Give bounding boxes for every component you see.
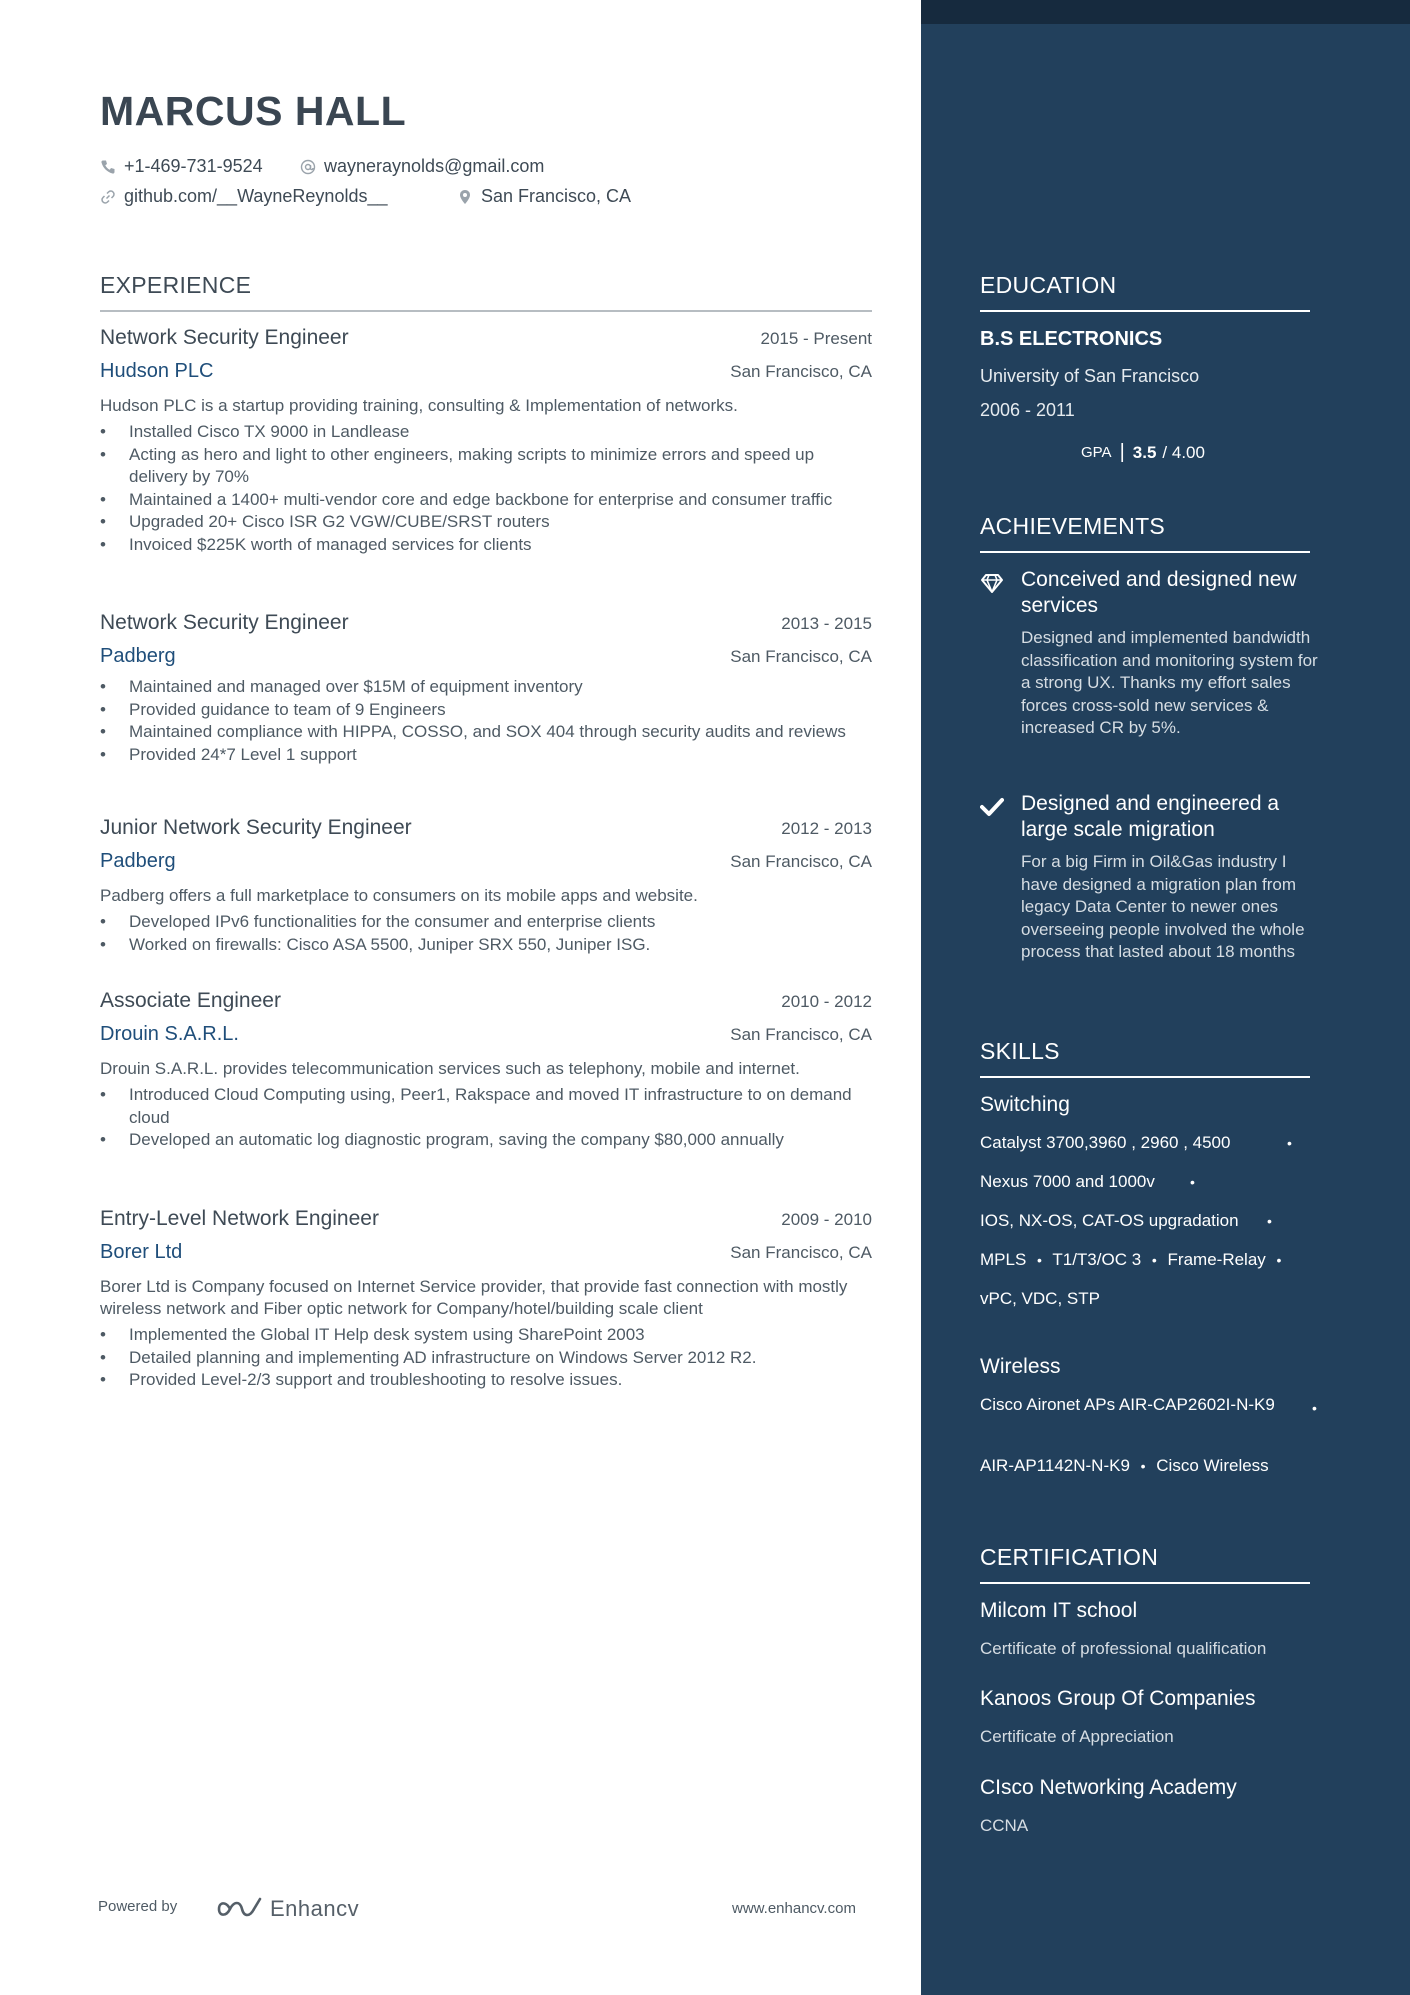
skills-divider — [980, 1076, 1310, 1078]
job-bullet: • Developed IPv6 functionalities for the consumer and enterprise clients — [100, 911, 872, 934]
cert-description: CCNA — [980, 1816, 1029, 1835]
achievement-item — [980, 567, 1320, 740]
job-bullet: • Invoiced $225K worth of managed services for clients — [100, 534, 872, 557]
job-location: San Francisco, CA — [730, 362, 872, 381]
job-date: 2012 - 2013 — [781, 819, 872, 838]
job-date: 2010 - 2012 — [781, 992, 872, 1011]
skill-separator: • — [1267, 1213, 1272, 1229]
link-icon — [100, 189, 116, 205]
enhancv-url[interactable]: www.enhancv.com — [732, 1900, 856, 1917]
skill-tag: T1/T3/OC 3 — [1052, 1250, 1142, 1269]
job-description: Drouin S.A.R.L. provides telecommunication services such as telephony, mobile and internet. — [100, 1059, 800, 1078]
job-bullet: • Maintained a 1400+ multi-vendor core and edge backbone for enterprise and consumer traffic — [100, 489, 872, 512]
education-gpa — [1081, 441, 1205, 464]
skill-tag: vPC, VDC, STP — [980, 1289, 1100, 1308]
job-bullet: • Maintained compliance with HIPPA, COSSO, and SOX 404 through security audits and reviews — [100, 721, 872, 744]
job-location: San Francisco, CA — [730, 1243, 872, 1262]
cert-name: Kanoos Group Of Companies — [980, 1687, 1256, 1710]
cert-description: Certificate of Appreciation — [980, 1727, 1174, 1746]
enhancv-logo-icon — [216, 1896, 264, 1922]
job-title: Associate Engineer — [100, 989, 281, 1012]
experience-item — [100, 611, 872, 766]
experience-item — [100, 989, 872, 1152]
achievement-title: Conceived and designed new services — [1021, 568, 1297, 617]
job-location: San Francisco, CA — [730, 1025, 872, 1044]
skill-tag: Cisco Wireless — [1156, 1456, 1269, 1475]
job-bullets — [100, 421, 872, 556]
experience-item — [100, 1207, 872, 1392]
skill-row-ap — [980, 1456, 1269, 1476]
skill-separator: • — [1037, 1252, 1042, 1268]
job-bullets — [100, 676, 872, 766]
job-bullet: • Detailed planning and implementing AD infrastructure on Windows Server 2012 R2. — [100, 1347, 872, 1370]
github-text[interactable]: github.com/__WayneReynolds__ — [124, 186, 388, 206]
achievements-heading: ACHIEVEMENTS — [980, 513, 1166, 539]
job-bullets — [100, 1324, 872, 1392]
experience-item — [100, 326, 872, 556]
skill-separator: • — [1276, 1252, 1282, 1268]
job-bullet: • Installed Cisco TX 9000 in Landlease — [100, 421, 872, 444]
gpa-max: / 4.00 — [1162, 442, 1205, 462]
check-icon — [980, 795, 1004, 819]
job-bullet: • Upgraded 20+ Cisco ISR G2 VGW/CUBE/SRST routers — [100, 511, 872, 534]
job-title: Network Security Engineer — [100, 611, 349, 634]
cert-name: CIsco Networking Academy — [980, 1776, 1237, 1799]
job-title: Network Security Engineer — [100, 326, 349, 349]
job-description: Borer Ltd is Company focused on Internet Service provider, that provide fast connection with mostly wireless network and Fiber optic network for Company/hotel/building scale client — [100, 1277, 848, 1318]
job-bullet: • Acting as hero and light to other engineers, making scripts to minimize errors and speed up delivery by 70% — [100, 444, 872, 489]
phone-icon — [100, 159, 116, 175]
skill-tag: Catalyst 3700,3960 , 2960 , 4500 — [980, 1133, 1231, 1152]
job-bullet: • Implemented the Global IT Help desk system using SharePoint 2003 — [100, 1324, 872, 1347]
email-text[interactable]: wayneraynolds@gmail.com — [324, 156, 545, 176]
skill-tag: Nexus 7000 and 1000v — [980, 1172, 1155, 1191]
achievement-title: Designed and engineered a large scale migration — [1021, 792, 1280, 841]
job-bullet: • Introduced Cloud Computing using, Peer1, Rakspace and moved IT infrastructure to on demand cloud — [100, 1084, 872, 1129]
job-bullet: • Maintained and managed over $15M of equipment inventory — [100, 676, 872, 699]
skill-separator: • — [1140, 1458, 1146, 1474]
achievements-divider — [980, 551, 1310, 553]
gpa-value: 3.5 — [1132, 442, 1157, 462]
job-date: 2015 - Present — [760, 329, 872, 348]
enhancv-brand: Enhancv — [270, 1896, 360, 1921]
skill-group-wireless: Wireless — [980, 1355, 1061, 1378]
sidebar-top-band — [921, 0, 1410, 24]
diamond-icon — [980, 571, 1004, 595]
job-bullet: • Worked on firewalls: Cisco ASA 5500, Juniper SRX 550, Juniper ISG. — [100, 934, 872, 957]
contact-github — [100, 186, 388, 207]
job-date: 2009 - 2010 — [781, 1210, 872, 1229]
job-company: Borer Ltd — [100, 1241, 183, 1263]
job-description: Hudson PLC is a startup providing training, consulting & Implementation of networks. — [100, 396, 738, 415]
achievement-description: For a big Firm in Oil&Gas industry I have designed a migration plan from legacy Data Center to newer ones overseeing people involved the whole process that lasted about 18 months — [1021, 852, 1305, 961]
gpa-label: GPA — [1081, 444, 1112, 461]
experience-divider — [100, 310, 872, 312]
skill-tag: MPLS — [980, 1250, 1027, 1269]
job-title: Junior Network Security Engineer — [100, 816, 412, 839]
job-location: San Francisco, CA — [730, 852, 872, 871]
job-description: Padberg offers a full marketplace to consumers on its mobile apps and website. — [100, 886, 698, 905]
education-school: University of San Francisco — [980, 366, 1200, 386]
job-location: San Francisco, CA — [730, 647, 872, 666]
education-heading: EDUCATION — [980, 272, 1117, 298]
skill-row-mpls — [980, 1250, 1281, 1270]
certification-divider — [980, 1582, 1310, 1584]
sidebar — [921, 0, 1410, 1995]
education-divider — [980, 310, 1310, 312]
skill-tag: AIR-AP1142N-N-K9 — [980, 1456, 1130, 1475]
skill-group-switching: Switching — [980, 1093, 1070, 1116]
cert-name: Milcom IT school — [980, 1599, 1138, 1622]
job-bullet: • Provided 24*7 Level 1 support — [100, 744, 872, 767]
skill-tag: Cisco Aironet APs AIR-CAP2602I-N-K9 — [980, 1395, 1275, 1414]
achievement-description: Designed and implemented bandwidth classification and monitoring system for a strong UX. Thanks my effort sales forces cross-sold new services & increased CR by 5%. — [1021, 628, 1318, 737]
candidate-name: MARCUS HALL — [100, 88, 407, 134]
skill-separator: • — [1287, 1135, 1292, 1151]
job-bullet: • Provided guidance to team of 9 Engineers — [100, 699, 872, 722]
cert-description: Certificate of professional qualification — [980, 1639, 1267, 1658]
job-bullets — [100, 911, 872, 956]
skill-separator: • — [1151, 1252, 1157, 1268]
education-years: 2006 - 2011 — [980, 400, 1075, 420]
at-icon — [300, 159, 316, 175]
gpa-separator: | — [1119, 441, 1125, 463]
education-degree: B.S ELECTRONICS — [980, 328, 1163, 350]
job-bullet: • Provided Level-2/3 support and troubleshooting to resolve issues. — [100, 1369, 872, 1392]
job-company: Padberg — [100, 850, 176, 872]
job-bullets — [100, 1084, 872, 1152]
certification-heading: CERTIFICATION — [980, 1544, 1159, 1570]
achievement-item — [980, 791, 1320, 964]
experience-heading: EXPERIENCE — [100, 272, 252, 298]
enhancv-logo[interactable] — [216, 1896, 359, 1922]
job-company: Padberg — [100, 645, 176, 667]
contact-email — [300, 156, 544, 177]
location-pin-icon — [457, 189, 473, 205]
job-date: 2013 - 2015 — [781, 614, 872, 633]
powered-by-label: Powered by — [98, 1898, 178, 1915]
skill-tag: IOS, NX-OS, CAT-OS upgradation — [980, 1211, 1239, 1230]
experience-item — [100, 816, 872, 956]
skill-tag: Frame-Relay — [1167, 1250, 1266, 1269]
location-text: San Francisco, CA — [481, 186, 632, 206]
skills-heading: SKILLS — [980, 1038, 1060, 1064]
contact-location — [457, 186, 631, 207]
skill-separator: • — [1190, 1174, 1195, 1190]
contact-phone — [100, 156, 263, 177]
job-title: Entry-Level Network Engineer — [100, 1207, 379, 1230]
phone-text[interactable]: +1-469-731-9524 — [124, 156, 263, 176]
job-company: Hudson PLC — [100, 360, 214, 382]
skill-separator: • — [1312, 1400, 1317, 1416]
job-bullet: • Developed an automatic log diagnostic program, saving the company $80,000 annually — [100, 1129, 872, 1152]
job-company: Drouin S.A.R.L. — [100, 1023, 239, 1045]
